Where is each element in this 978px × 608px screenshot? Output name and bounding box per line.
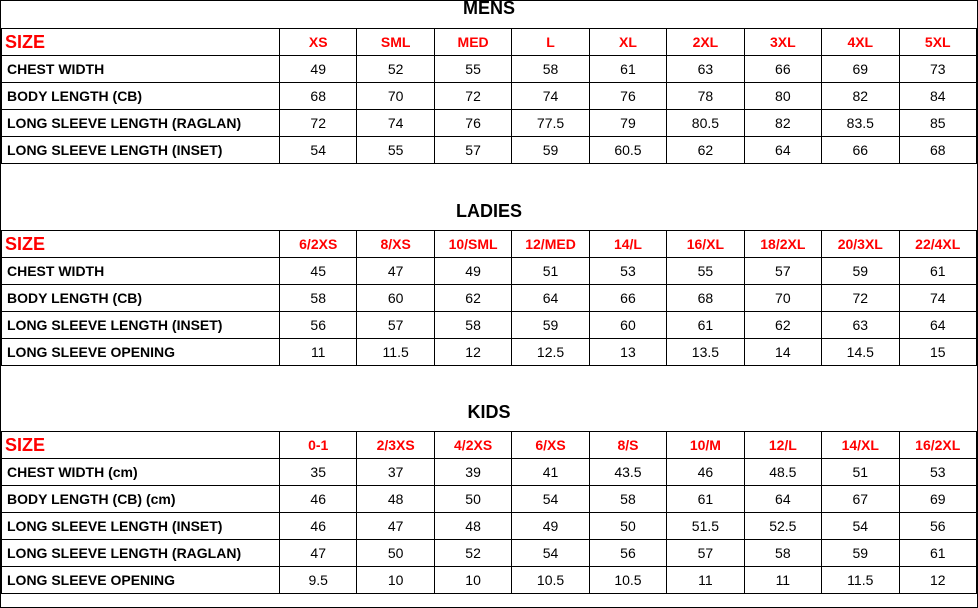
measurement-cell: 63	[667, 56, 744, 83]
measurement-cell: 57	[667, 540, 744, 567]
table-row	[2, 285, 977, 312]
measurement-cell: 41	[512, 459, 589, 486]
measurement-cell: 80	[744, 83, 821, 110]
measurement-cell: 57	[357, 312, 434, 339]
measurement-cell: 85	[899, 110, 977, 137]
measurement-cell: 12.5	[512, 339, 589, 366]
table-row	[2, 459, 977, 486]
measurement-cell: 53	[589, 258, 666, 285]
measurement-cell: 66	[744, 56, 821, 83]
measurement-cell: 66	[589, 285, 666, 312]
table-row	[2, 258, 977, 285]
measurement-cell: 57	[434, 137, 511, 164]
measurement-cell: 69	[822, 56, 899, 83]
row-label: CHEST WIDTH	[2, 258, 280, 285]
size-label: 6/2XS	[280, 231, 357, 258]
row-label: LONG SLEEVE LENGTH (INSET)	[2, 513, 280, 540]
measurement-cell: 47	[357, 513, 434, 540]
measurement-cell: 9.5	[280, 567, 357, 594]
measurement-cell: 10	[434, 567, 511, 594]
measurement-cell: 48	[434, 513, 511, 540]
measurement-cell: 46	[280, 513, 357, 540]
measurement-cell: 72	[822, 285, 899, 312]
size-label: 6/XS	[512, 432, 589, 459]
measurement-cell: 55	[357, 137, 434, 164]
size-header-label: SIZE	[2, 29, 280, 56]
table-row	[2, 540, 977, 567]
measurement-cell: 49	[280, 56, 357, 83]
measurement-cell: 77.5	[512, 110, 589, 137]
measurement-cell: 59	[512, 137, 589, 164]
measurement-cell: 67	[822, 486, 899, 513]
measurement-cell: 10.5	[589, 567, 666, 594]
measurement-cell: 11	[667, 567, 744, 594]
size-label: 20/3XL	[822, 231, 899, 258]
table-row	[2, 83, 977, 110]
section-title-ladies: LADIES	[455, 201, 522, 221]
measurement-cell: 63	[822, 312, 899, 339]
size-label: 22/4XL	[899, 231, 977, 258]
measurement-cell: 61	[667, 312, 744, 339]
table-header-row	[2, 231, 977, 258]
ladies-size-table	[1, 230, 977, 366]
measurement-cell: 62	[744, 312, 821, 339]
measurement-cell: 82	[822, 83, 899, 110]
measurement-cell: 68	[667, 285, 744, 312]
size-label: MED	[434, 29, 511, 56]
measurement-cell: 78	[667, 83, 744, 110]
measurement-cell: 54	[512, 540, 589, 567]
measurement-cell: 51.5	[667, 513, 744, 540]
measurement-cell: 14	[744, 339, 821, 366]
row-label: BODY LENGTH (CB)	[2, 83, 280, 110]
measurement-cell: 52	[434, 540, 511, 567]
measurement-cell: 60	[357, 285, 434, 312]
size-header-label: SIZE	[2, 231, 280, 258]
measurement-cell: 68	[899, 137, 977, 164]
measurement-cell: 61	[899, 540, 977, 567]
measurement-cell: 35	[280, 459, 357, 486]
measurement-cell: 69	[899, 486, 977, 513]
row-label: BODY LENGTH (CB)	[2, 285, 280, 312]
measurement-cell: 52.5	[744, 513, 821, 540]
row-label: LONG SLEEVE LENGTH (INSET)	[2, 137, 280, 164]
measurement-cell: 50	[589, 513, 666, 540]
measurement-cell: 56	[899, 513, 977, 540]
size-label: 14/XL	[822, 432, 899, 459]
measurement-cell: 51	[512, 258, 589, 285]
measurement-cell: 39	[434, 459, 511, 486]
measurement-cell: 47	[280, 540, 357, 567]
table-row	[2, 339, 977, 366]
row-label: LONG SLEEVE OPENING	[2, 567, 280, 594]
table-row	[2, 56, 977, 83]
measurement-cell: 66	[822, 137, 899, 164]
measurement-cell: 58	[744, 540, 821, 567]
measurement-cell: 74	[357, 110, 434, 137]
measurement-cell: 46	[667, 459, 744, 486]
measurement-cell: 72	[280, 110, 357, 137]
size-label: 4XL	[822, 29, 899, 56]
measurement-cell: 59	[822, 258, 899, 285]
table-row	[2, 513, 977, 540]
section-title-kids: KIDS	[467, 402, 511, 422]
size-header-label: SIZE	[2, 432, 280, 459]
measurement-cell: 50	[357, 540, 434, 567]
measurement-cell: 61	[589, 56, 666, 83]
size-label: 18/2XL	[744, 231, 821, 258]
measurement-cell: 64	[744, 486, 821, 513]
measurement-cell: 37	[357, 459, 434, 486]
measurement-cell: 64	[512, 285, 589, 312]
measurement-cell: 54	[280, 137, 357, 164]
measurement-cell: 51	[822, 459, 899, 486]
size-label: 5XL	[899, 29, 977, 56]
measurement-cell: 80.5	[667, 110, 744, 137]
measurement-cell: 70	[357, 83, 434, 110]
measurement-cell: 58	[280, 285, 357, 312]
size-label: 8/S	[589, 432, 666, 459]
table-row	[2, 567, 977, 594]
mens-size-table	[1, 28, 977, 164]
row-label: CHEST WIDTH (cm)	[2, 459, 280, 486]
measurement-cell: 56	[589, 540, 666, 567]
size-label: 0-1	[280, 432, 357, 459]
measurement-cell: 11	[744, 567, 821, 594]
measurement-cell: 57	[744, 258, 821, 285]
measurement-cell: 10	[357, 567, 434, 594]
size-label: 12/MED	[512, 231, 589, 258]
measurement-cell: 74	[512, 83, 589, 110]
measurement-cell: 62	[434, 285, 511, 312]
size-label: 10/SML	[434, 231, 511, 258]
measurement-cell: 53	[899, 459, 977, 486]
size-label: 12/L	[744, 432, 821, 459]
table-row	[2, 312, 977, 339]
kids-size-table	[1, 431, 977, 594]
measurement-cell: 56	[280, 312, 357, 339]
measurement-cell: 58	[512, 56, 589, 83]
size-label: 2/3XS	[357, 432, 434, 459]
measurement-cell: 45	[280, 258, 357, 285]
size-label: 4/2XS	[434, 432, 511, 459]
size-label: XS	[280, 29, 357, 56]
measurement-cell: 50	[434, 486, 511, 513]
size-label: SML	[357, 29, 434, 56]
measurement-cell: 48	[357, 486, 434, 513]
measurement-cell: 58	[589, 486, 666, 513]
measurement-cell: 60	[589, 312, 666, 339]
measurement-cell: 49	[434, 258, 511, 285]
measurement-cell: 55	[434, 56, 511, 83]
measurement-cell: 12	[434, 339, 511, 366]
measurement-cell: 54	[822, 513, 899, 540]
size-label: 16/2XL	[899, 432, 977, 459]
table-header-row	[2, 432, 977, 459]
measurement-cell: 14.5	[822, 339, 899, 366]
size-label: L	[512, 29, 589, 56]
measurement-cell: 47	[357, 258, 434, 285]
measurement-cell: 83.5	[822, 110, 899, 137]
measurement-cell: 70	[744, 285, 821, 312]
measurement-cell: 74	[899, 285, 977, 312]
measurement-cell: 59	[822, 540, 899, 567]
measurement-cell: 64	[744, 137, 821, 164]
measurement-cell: 76	[589, 83, 666, 110]
table-row	[2, 137, 977, 164]
measurement-cell: 68	[280, 83, 357, 110]
measurement-cell: 11	[280, 339, 357, 366]
measurement-cell: 46	[280, 486, 357, 513]
measurement-cell: 11.5	[822, 567, 899, 594]
measurement-cell: 55	[667, 258, 744, 285]
measurement-cell: 13	[589, 339, 666, 366]
measurement-cell: 79	[589, 110, 666, 137]
measurement-cell: 48.5	[744, 459, 821, 486]
measurement-cell: 52	[357, 56, 434, 83]
row-label: LONG SLEEVE LENGTH (INSET)	[2, 312, 280, 339]
size-label: 2XL	[667, 29, 744, 56]
size-label: XL	[589, 29, 666, 56]
measurement-cell: 49	[512, 513, 589, 540]
measurement-cell: 84	[899, 83, 977, 110]
row-label: CHEST WIDTH	[2, 56, 280, 83]
measurement-cell: 73	[899, 56, 977, 83]
measurement-cell: 62	[667, 137, 744, 164]
size-label: 10/M	[667, 432, 744, 459]
measurement-cell: 61	[899, 258, 977, 285]
size-label: 3XL	[744, 29, 821, 56]
measurement-cell: 64	[899, 312, 977, 339]
measurement-cell: 43.5	[589, 459, 666, 486]
size-label: 14/L	[589, 231, 666, 258]
measurement-cell: 60.5	[589, 137, 666, 164]
size-label: 8/XS	[357, 231, 434, 258]
measurement-cell: 82	[744, 110, 821, 137]
row-label: LONG SLEEVE LENGTH (RAGLAN)	[2, 540, 280, 567]
row-label: LONG SLEEVE OPENING	[2, 339, 280, 366]
measurement-cell: 72	[434, 83, 511, 110]
measurement-cell: 76	[434, 110, 511, 137]
measurement-cell: 59	[512, 312, 589, 339]
measurement-cell: 11.5	[357, 339, 434, 366]
table-row	[2, 486, 977, 513]
measurement-cell: 61	[667, 486, 744, 513]
measurement-cell: 10.5	[512, 567, 589, 594]
measurement-cell: 58	[434, 312, 511, 339]
measurement-cell: 15	[899, 339, 977, 366]
size-label: 16/XL	[667, 231, 744, 258]
section-title-mens: MENS	[462, 0, 515, 18]
measurement-cell: 54	[512, 486, 589, 513]
table-header-row	[2, 29, 977, 56]
measurement-cell: 13.5	[667, 339, 744, 366]
measurement-cell: 12	[899, 567, 977, 594]
row-label: LONG SLEEVE LENGTH (RAGLAN)	[2, 110, 280, 137]
table-row	[2, 110, 977, 137]
row-label: BODY LENGTH (CB) (cm)	[2, 486, 280, 513]
